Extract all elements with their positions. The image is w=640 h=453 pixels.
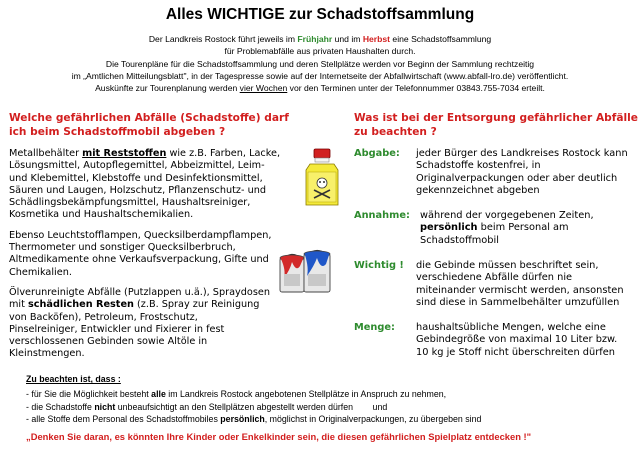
text-span: Schädlingsbekämpfungsmittel, Haushaltsreiniger, <box>9 197 251 209</box>
intro-line-5c: vor den Terminen unter der Telefonnummer 03843.755-7034 erteilt. <box>287 83 545 94</box>
intro-line-2: für Problemabfälle aus privaten Haushalten durch. <box>224 46 416 57</box>
text-emphasis: persönlich <box>220 414 265 425</box>
right-heading-line-2: zu beachten ? <box>354 125 437 138</box>
notes-heading: Zu beachten ist, dass : <box>26 374 121 384</box>
intro-line-1c: und im <box>332 34 363 44</box>
text-line: Originalverpackungen oder aber deutlich <box>416 172 618 184</box>
text-span: , möglichst in Originalverpackungen, zu übergeben sind <box>264 414 482 425</box>
text-span: beim Personal am <box>477 222 569 234</box>
left-heading-line-2: ich beim Schadstoffmobil abgeben ? <box>9 125 226 138</box>
text-line: jeder Bürger des Landkreises Rostock kann <box>416 148 628 159</box>
intro-line-5a: Auskünfte zur Tourenplanung werden <box>95 83 240 94</box>
text-line: haushaltsübliche Mengen, welche eine <box>416 322 606 333</box>
text-span: Säuren und Laugen, Holzschutz, Pflanzenschutz- und <box>9 184 266 196</box>
wichtig-label: Wichtig ! <box>354 260 404 271</box>
text-line: sind diese in Sammelbehälter umzufüllen <box>416 296 620 308</box>
left-column <box>9 148 314 369</box>
left-paragraph-1 <box>9 148 314 222</box>
text-span: (z.B. Spray zur Reinigung <box>133 299 260 311</box>
text-line: während der vorgegebenen Zeiten, <box>420 210 594 221</box>
text-span: Lösungsmittel, Autopflegemittel, Abbeizmittel, Leim- <box>9 160 265 172</box>
abgabe-label: Abgabe: <box>354 148 400 159</box>
left-heading-line-1: Welche gefährlichen Abfälle (Schadstoffe) darf <box>9 112 289 124</box>
text-line: gekennzeichnet abgeben <box>416 184 540 196</box>
intro-autumn: Herbst <box>362 34 391 44</box>
text-span: mit <box>9 299 29 311</box>
left-heading <box>9 112 289 139</box>
notes-section <box>26 373 626 426</box>
text-span: - für Sie die Möglichkeit besteht <box>26 388 152 399</box>
abgabe-text <box>416 148 640 197</box>
text-span: - die Schadstoffe <box>26 401 95 412</box>
text-emphasis: persönlich <box>420 222 478 234</box>
text-span: Metallbehälter <box>9 148 83 159</box>
text-line: miteinander vermischt werden, ansonsten <box>416 284 624 296</box>
text-span: Thermometer und sonstiger Quecksilberbruch, <box>9 242 236 254</box>
intro-line-4: im „Amtlichen Mitteilungsblatt", in der Tagespresse sowie auf der Internetseite der Abfallwirtschaft (www.abfall-lro.de) veröffentlicht. <box>71 70 569 81</box>
intro-spring: Frühjahr <box>297 34 333 44</box>
annahme-label: Annahme: <box>354 210 410 221</box>
text-span: Altmedikamente ohne Verkaufsverpackung, Gifte und <box>9 254 269 266</box>
text-line: Schadstoffe kostenfrei, in <box>416 160 541 172</box>
left-paragraph-3 <box>9 287 314 361</box>
intro-text <box>0 33 640 94</box>
intro-line-1e: eine Schadstoffsammlung <box>390 34 492 44</box>
text-line: Gebindegröße von maximal 10 Liter bzw. <box>416 334 618 346</box>
paint-cans-icon <box>276 240 334 298</box>
text-line: verschiedene Abfälle dürfen nie <box>416 272 573 284</box>
text-span: von Backöfen), Petroleum, Frostschutz, <box>9 311 198 323</box>
text-span: Ölverunreinigte Abfälle (Putzlappen u.ä.), Spraydosen <box>9 286 270 298</box>
text-emphasis: mit Reststoffen <box>82 148 167 159</box>
text-emphasis: nicht <box>94 401 116 412</box>
text-line: Schadstoffmobil <box>420 234 499 246</box>
text-span: unbeaufsichtigt an den Stellplätzen abgestellt werden dürfen und <box>115 401 388 412</box>
text-span: verschlossenen Gebinden sowie Altöle in <box>9 336 208 348</box>
intro-line-3: Die Tourenpläne für die Schadstoffsammlung und deren Stellplätze werden vor Beginn der Sammlung rechtzeitig <box>105 58 535 69</box>
right-heading <box>354 112 638 139</box>
text-span: und Klebemittel, Klebstoffe und Desinfektionsmittel, <box>9 172 263 184</box>
menge-text <box>416 322 640 359</box>
text-span: Pinselreiniger, Entwickler und Fixierer in fest <box>9 323 225 335</box>
text-span: - alle Stoffe dem Personal des Schadstoffmobiles <box>26 414 221 425</box>
poison-bottle-icon <box>302 148 342 208</box>
text-line: die Gebinde müssen beschriftet sein, <box>416 260 599 271</box>
text-span: im Landkreis Rostock angebotenen Stellplätze in Anspruch zu nehmen, <box>165 388 447 399</box>
text-span: Ebenso Leuchtstofflampen, Quecksilberdampflampen, <box>9 229 272 241</box>
warning-text: „Denken Sie daran, es könnten Ihre Kinder oder Enkelkinder sein, die diesen gefährlichen Spielplatz entdecken !" <box>26 431 532 442</box>
text-span: Kosmetika und Haushaltschemikalien. <box>9 209 194 221</box>
menge-label: Menge: <box>354 322 395 333</box>
intro-line-1a: Der Landkreis Rostock führt jeweils im <box>148 34 298 44</box>
text-emphasis: alle <box>151 388 166 399</box>
right-heading-line-1: Was ist bei der Entsorgung gefährlicher Abfälle <box>354 112 638 124</box>
text-span: Kleinstmengen. <box>9 348 85 360</box>
annahme-text <box>420 210 640 247</box>
left-paragraph-2 <box>9 230 314 279</box>
text-line: 10 kg je Stoff nicht überschreiten dürfen <box>416 346 615 358</box>
text-span: wie z.B. Farben, Lacke, <box>166 148 281 159</box>
text-emphasis: schädlichen Resten <box>28 299 134 311</box>
page-title: Alles WICHTIGE zur Schadstoffsammlung <box>165 6 475 23</box>
intro-four-weeks: vier Wochen <box>239 83 288 94</box>
text-span: Chemikalien. <box>9 266 72 278</box>
wichtig-text <box>416 260 640 309</box>
